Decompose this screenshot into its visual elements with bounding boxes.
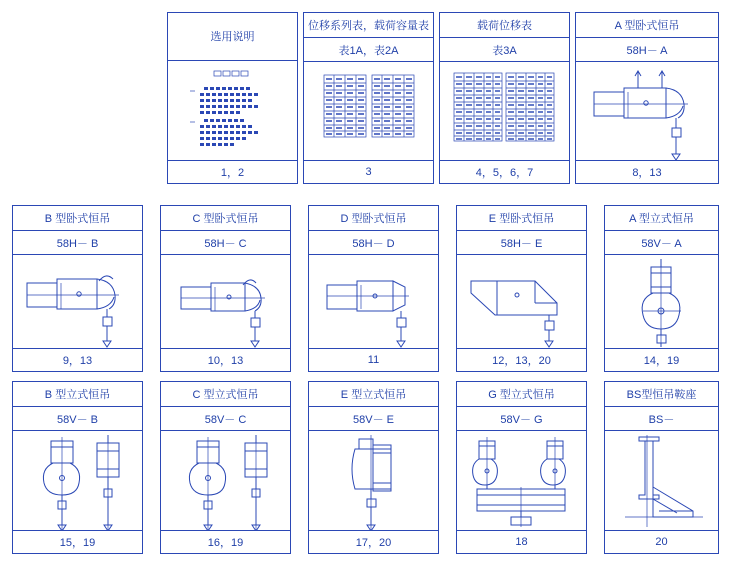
figure-text-lines — [168, 61, 297, 162]
card-type-b-vertical[interactable] — [12, 381, 143, 554]
card-header — [457, 206, 586, 231]
figure-vertical-hanger-a — [605, 255, 718, 351]
card-subheader — [605, 407, 718, 431]
card-selection-notes[interactable] — [167, 12, 298, 184]
card-subheader — [309, 407, 438, 431]
card-header — [13, 382, 142, 407]
card-subheader — [304, 38, 433, 62]
card-header — [13, 206, 142, 231]
card-subheader — [457, 231, 586, 255]
card-header — [440, 13, 569, 38]
card-type-b-horizontal[interactable] — [12, 205, 143, 372]
card-type-d-horizontal[interactable] — [308, 205, 439, 372]
card-bs-saddle[interactable] — [604, 381, 719, 554]
figure-vertical-hanger-g — [457, 431, 586, 533]
card-header — [309, 382, 438, 407]
card-header-title: C 型立式恒吊 — [192, 389, 259, 401]
card-subheader-title: 58V－ A — [641, 237, 682, 250]
figure-vertical-hanger-c — [161, 431, 290, 533]
card-header — [161, 382, 290, 407]
figure-vertical-hanger-b — [13, 431, 142, 533]
card-header-title: 位移系列表，载荷容量表 — [308, 20, 429, 32]
card-subheader-title: 表3A — [492, 44, 517, 57]
card-subheader — [576, 38, 718, 62]
card-footer: 20 — [605, 530, 718, 553]
card-header-title: C 型卧式恒吊 — [192, 213, 259, 225]
card-header — [576, 13, 718, 38]
card-type-g-vertical[interactable] — [456, 381, 587, 554]
card-header-title: E 型立式恒吊 — [340, 389, 407, 401]
card-subheader-title: 58H－ D — [352, 237, 395, 250]
card-footer: 1，2 — [168, 160, 297, 183]
card-subheader-title: 58V－ C — [204, 413, 247, 426]
card-footer: 8，13 — [576, 160, 718, 183]
card-header-title: B 型卧式恒吊 — [44, 213, 111, 225]
card-subheader-title: 58H－ C — [204, 237, 247, 250]
card-header — [168, 13, 297, 61]
card-footer: 18 — [457, 530, 586, 553]
card-header — [161, 206, 290, 231]
card-footer: 9，13 — [13, 348, 142, 371]
card-header-title: A 型立式恒吊 — [629, 213, 694, 225]
card-footer: 17，20 — [309, 530, 438, 553]
card-footer: 16，19 — [161, 530, 290, 553]
figure-saddle-beam — [605, 431, 718, 533]
card-displacement-series-table[interactable] — [303, 12, 434, 184]
card-subheader — [161, 231, 290, 255]
card-header — [457, 382, 586, 407]
card-type-e-vertical[interactable] — [308, 381, 439, 554]
card-footer: 14，19 — [605, 348, 718, 371]
figure-horizontal-hanger-d — [309, 255, 438, 351]
card-footer: 3 — [304, 160, 433, 183]
card-subheader-title: BS－ — [648, 413, 675, 426]
card-footer: 12，13，20 — [457, 348, 586, 371]
card-type-e-horizontal[interactable] — [456, 205, 587, 372]
card-type-a-vertical[interactable] — [604, 205, 719, 372]
figure-data-table-3 — [440, 62, 569, 163]
figure-horizontal-hanger-b — [13, 255, 142, 351]
card-footer: 15，19 — [13, 530, 142, 553]
card-type-a-horizontal[interactable] — [575, 12, 719, 184]
card-subheader-title: 58H－ A — [626, 44, 668, 57]
card-footer: 11 — [309, 348, 438, 371]
card-subheader-title: 58V－ E — [353, 413, 394, 426]
card-subheader-title: 58V－ B — [57, 413, 98, 426]
card-subheader-title: 58H－ B — [56, 237, 99, 250]
figure-vertical-hanger-e — [309, 431, 438, 533]
card-subheader-title: 58H－ E — [500, 237, 543, 250]
figure-horizontal-hanger-e — [457, 255, 586, 351]
card-subheader — [457, 407, 586, 431]
card-load-displacement-table[interactable] — [439, 12, 570, 184]
card-subheader — [13, 407, 142, 431]
card-type-c-horizontal[interactable] — [160, 205, 291, 372]
figure-horizontal-hanger-a — [576, 62, 718, 163]
card-subheader — [13, 231, 142, 255]
card-subheader-title: 58V－ G — [500, 413, 543, 426]
card-footer: 10，13 — [161, 348, 290, 371]
card-header-title: A 型卧式恒吊 — [614, 20, 680, 32]
card-header-title: E 型卧式恒吊 — [488, 213, 555, 225]
card-header-title: BS型恒吊鞍座 — [626, 389, 697, 401]
figure-horizontal-hanger-c — [161, 255, 290, 351]
figure-data-table-2 — [304, 62, 433, 163]
card-subheader — [309, 231, 438, 255]
card-header-title: G 型立式恒吊 — [488, 389, 555, 401]
card-subheader — [605, 231, 718, 255]
card-type-c-vertical[interactable] — [160, 381, 291, 554]
card-subheader — [161, 407, 290, 431]
card-header-title: 选用说明 — [210, 30, 255, 43]
card-subheader-title: 表1A，表2A — [338, 44, 399, 57]
card-header — [309, 206, 438, 231]
card-header — [605, 382, 718, 407]
card-footer: 4，5，6，7 — [440, 160, 569, 183]
card-header-title: D 型卧式恒吊 — [340, 213, 407, 225]
card-subheader — [440, 38, 569, 62]
card-header — [605, 206, 718, 231]
card-header-title: 载荷位移表 — [477, 20, 532, 32]
card-header — [304, 13, 433, 38]
card-header-title: B 型立式恒吊 — [44, 389, 111, 401]
